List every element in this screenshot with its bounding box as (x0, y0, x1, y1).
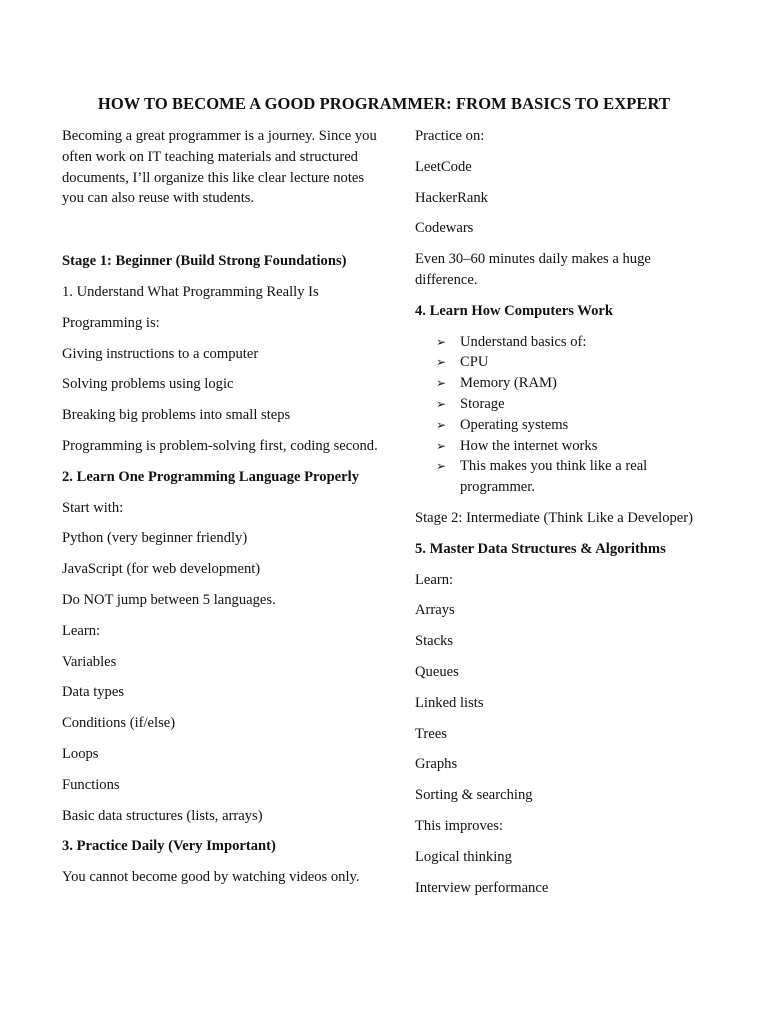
paragraph: Programming is problem-solving first, coding second. (62, 437, 378, 454)
stage-1-heading: Stage 1: Beginner (Build Strong Foundations) (62, 253, 347, 270)
section-5-heading: 5. Master Data Structures & Algorithms (415, 540, 666, 557)
arrowhead-bullet-icon: ➢ (436, 459, 447, 474)
list-item-text: Memory (RAM) (460, 375, 557, 392)
paragraph: Stacks (415, 633, 454, 650)
paragraph: Graphs (415, 756, 458, 773)
paragraph: Trees (415, 725, 447, 742)
paragraph: Start with: (62, 499, 124, 516)
stage-2-heading: Stage 2: Intermediate (Think Like a Developer) (415, 509, 693, 526)
list-item-text: Understand basics of: (460, 333, 587, 350)
list-item (436, 436, 715, 457)
section-3-heading: 3. Practice Daily (Very Important) (62, 838, 276, 855)
list-item (436, 456, 715, 498)
paragraph: Loops (62, 745, 99, 762)
arrowhead-bullet-icon: ➢ (436, 396, 447, 411)
paragraph: Functions (62, 776, 120, 793)
paragraph: Practice on: (415, 128, 485, 144)
arrowhead-bullet-icon: ➢ (436, 376, 447, 391)
list-item (436, 332, 715, 353)
right-column (415, 126, 715, 898)
section-2-heading: 2. Learn One Programming Language Properly (62, 468, 359, 485)
paragraph: LeetCode (415, 158, 472, 175)
paragraph: Data types (62, 684, 125, 701)
list-item-text: This makes you think like a real programmer. (460, 458, 648, 496)
paragraph: Linked lists (415, 694, 484, 711)
bullet-list (415, 332, 715, 498)
section-1-title: 1. Understand What Programming Really Is (62, 283, 319, 300)
paragraph: Arrays (415, 602, 455, 619)
paragraph: Solving problems using logic (62, 376, 234, 393)
intro-paragraph: Becoming a great programmer is a journey. Since you often work on IT teaching materials and structured documents, I’ll organize this like clear lecture notes you can also reuse with students. (62, 128, 377, 207)
paragraph: Learn: (415, 571, 454, 588)
list-item-text: CPU (460, 354, 489, 371)
paragraph: Do NOT jump between 5 languages. (62, 591, 276, 608)
paragraph: Giving instructions to a computer (62, 345, 259, 362)
paragraph: Variables (62, 653, 117, 670)
paragraph: Even 30–60 minutes daily makes a huge difference. (415, 251, 651, 288)
paragraph: This improves: (415, 817, 503, 834)
paragraph: Codewars (415, 220, 474, 237)
paragraph: Sorting & searching (415, 787, 533, 804)
paragraph: Learn: (62, 622, 101, 639)
page-title: HOW TO BECOME A GOOD PROGRAMMER: FROM BASICS TO EXPERT (97, 94, 671, 113)
paragraph: Python (very beginner friendly) (62, 530, 248, 547)
paragraph: You cannot become good by watching videos only. (62, 869, 360, 886)
paragraph: JavaScript (for web development) (62, 561, 261, 578)
list-item (436, 352, 715, 373)
list-item (436, 415, 715, 436)
paragraph: Interview performance (415, 879, 549, 896)
left-column (62, 126, 380, 888)
arrowhead-bullet-icon: ➢ (436, 334, 447, 349)
arrowhead-bullet-icon: ➢ (436, 355, 447, 370)
arrowhead-bullet-icon: ➢ (436, 417, 447, 432)
list-item-text: Storage (460, 395, 505, 412)
list-item (436, 394, 715, 415)
list-item-text: Operating systems (460, 416, 569, 433)
section-4-heading: 4. Learn How Computers Work (415, 302, 613, 319)
arrowhead-bullet-icon: ➢ (436, 438, 447, 453)
paragraph: Programming is: (62, 314, 160, 331)
paragraph: Queues (415, 663, 459, 680)
paragraph: HackerRank (415, 189, 488, 206)
list-item-text: How the internet works (460, 437, 598, 454)
list-item (436, 373, 715, 394)
paragraph: Conditions (if/else) (62, 715, 176, 732)
paragraph: Logical thinking (415, 848, 512, 865)
paragraph: Breaking big problems into small steps (62, 407, 291, 424)
paragraph: Basic data structures (lists, arrays) (62, 807, 263, 824)
